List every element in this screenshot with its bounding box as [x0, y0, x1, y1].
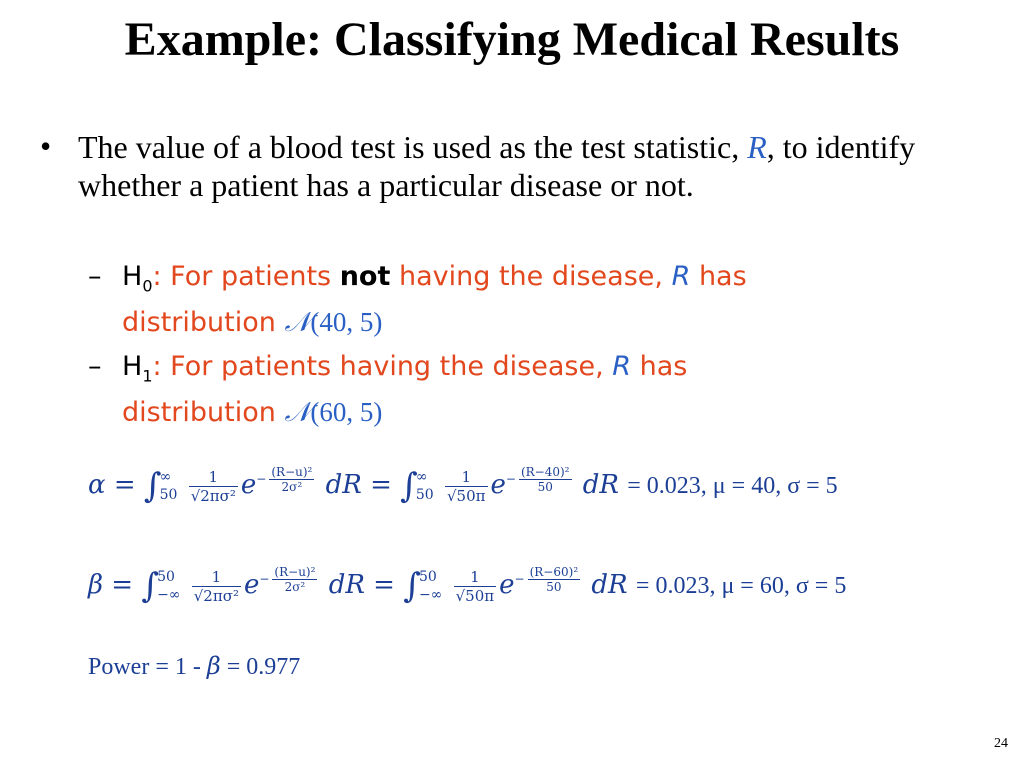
alpha-result: = 0.023, μ = 40, σ = 5: [627, 473, 838, 499]
dash-marker: –: [88, 351, 102, 382]
normal-prefactor: $\frac{1}{\text{√2πσ²}}$: [193, 567, 239, 605]
h0-has: has: [698, 261, 747, 292]
beta-symbol: β =: [88, 570, 134, 600]
power-beta-symbol: β: [206, 652, 221, 680]
exponent: − $\frac{\text{(R−60)²}}{50}$: [514, 565, 579, 595]
h0-variable: R: [671, 261, 691, 292]
normal-prefactor: $\frac{1}{\text{√2πσ²}}$: [190, 467, 236, 505]
h1-subscript: 1: [142, 366, 153, 386]
h1-params: (60, 5): [310, 397, 383, 428]
integral-limits: ∞ 50: [159, 469, 178, 503]
differential: dR =: [328, 570, 395, 600]
h1-text-before: : For patients having the disease,: [152, 351, 604, 382]
h0-subscript: 0: [142, 276, 153, 296]
alpha-symbol: α =: [88, 470, 136, 500]
beta-equation: β = ∫50 −∞ $\frac{1}{\text{√2πσ²}}$ e− $\frac{\text{(R−u)²}}{\text{2σ²}}$ dR = ∫50 −∞ $\frac{1}{√50\pi}$ e− $\frac{\text{(R−60)²}}{50}$ dR = 0.023, μ = 60, σ = 5: [88, 565, 847, 606]
h0-dist-symbol: 𝒩: [284, 307, 311, 339]
dash-marker: –: [88, 261, 102, 292]
differential: dR: [591, 570, 628, 600]
h1-dist-symbol: 𝒩: [284, 397, 311, 429]
h0-text-before: : For patients: [152, 261, 332, 292]
h0-emphasis: not: [339, 261, 391, 292]
exponent: − $\frac{\text{(R−u)²}}{\text{2σ²}}$: [259, 565, 316, 595]
beta-result: = 0.023, μ = 60, σ = 5: [635, 573, 847, 599]
normal-prefactor: $\frac{1}{√50\pi}$: [455, 567, 495, 605]
h1-has: has: [639, 351, 688, 382]
differential: dR =: [325, 470, 392, 500]
test-statistic-variable: R: [747, 129, 767, 165]
power-suffix: = 0.977: [226, 654, 301, 680]
h1-label: H: [122, 351, 143, 382]
h0-params: (40, 5): [310, 307, 383, 338]
differential: dR: [582, 470, 619, 500]
h0-label: H: [122, 261, 143, 292]
integral-sign: ∫: [141, 566, 160, 606]
h1-variable: R: [612, 351, 632, 382]
alpha-equation: α = ∫∞ 50 $\frac{1}{\text{√2πσ²}}$ e− $\frac{\text{(R−u)²}}{\text{2σ²}}$ dR = ∫∞ 50 $\frac{1}{√50\pi}$ e− $\frac{\text{(R−40)²}}{50}$ dR = 0.023, μ = 40, σ = 5: [88, 465, 838, 506]
integral-sign: ∫: [143, 466, 162, 506]
page-number: 24: [994, 736, 1008, 751]
bullet-marker: •: [40, 128, 52, 164]
integral-limits: 50 −∞: [418, 569, 443, 603]
exponent: − $\frac{\text{(R−u)²}}{\text{2σ²}}$: [256, 465, 313, 495]
bullet-text: [78, 128, 978, 204]
h0-text-after: having the disease,: [398, 261, 663, 292]
power-line: [88, 652, 300, 681]
h0-distribution-label: distribution: [122, 307, 276, 339]
exponent: − $\frac{\text{(R−40)²}}{50}$: [505, 465, 570, 495]
h1-distribution-label: distribution: [122, 397, 276, 429]
normal-prefactor: $\frac{1}{√50\pi}$: [446, 467, 486, 505]
integral-limits: 50 −∞: [157, 569, 181, 603]
bullet-text-start: The value of a blood test is used as the test statistic,: [78, 129, 740, 165]
power-prefix: Power = 1 -: [88, 654, 201, 680]
integral-limits: ∞ 50: [415, 469, 434, 503]
integral-sign: ∫: [400, 466, 418, 506]
slide-title: Example: Classifying Medical Results: [124, 13, 900, 66]
integral-sign: ∫: [403, 566, 421, 606]
bullet-text-end: , to identify whether a patient has a particular disease or not.: [78, 129, 916, 203]
